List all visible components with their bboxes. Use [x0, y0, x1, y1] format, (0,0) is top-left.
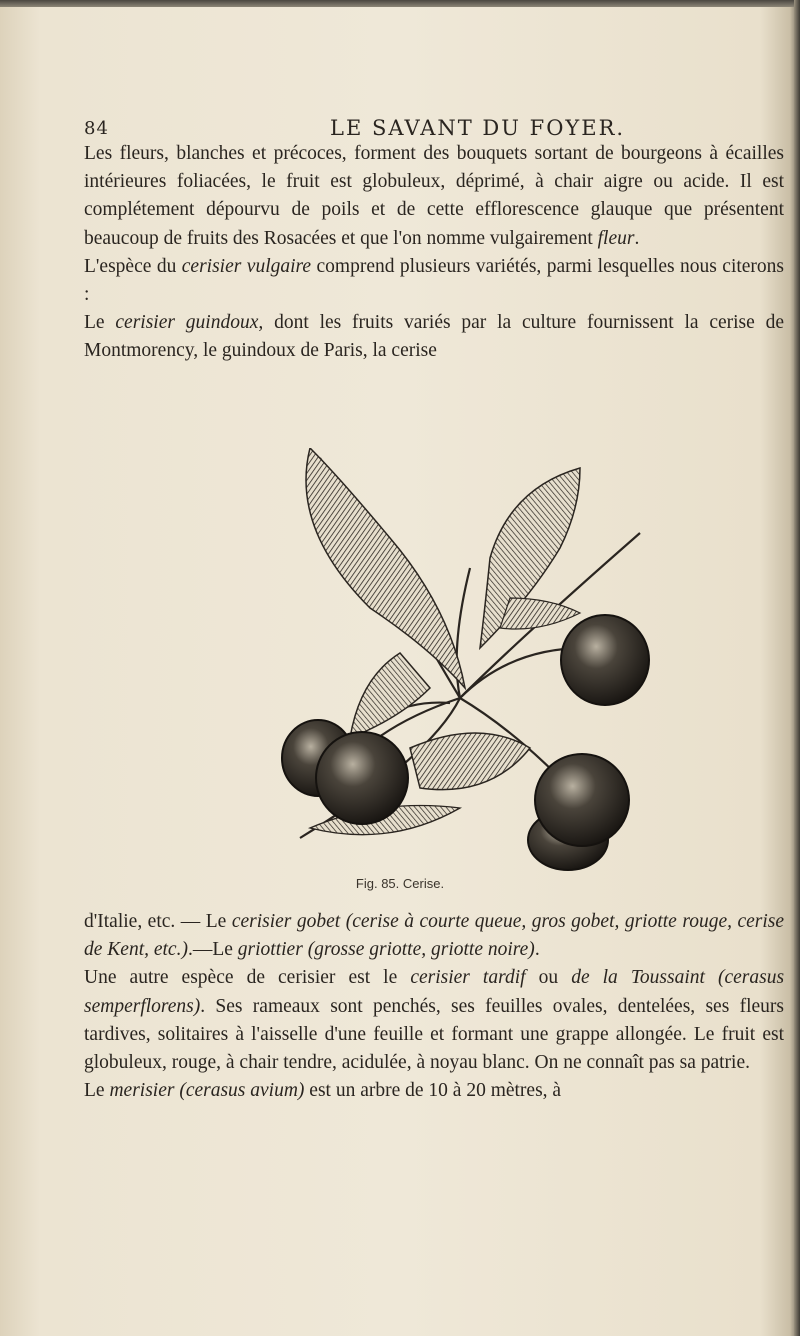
page-number: 84: [84, 118, 109, 139]
page-top-shadow: [0, 0, 800, 7]
paragraph: Les fleurs, blanches et précoces, forment des bouquets sortant de bourgeons à écailles intérieures foliacées, le fruit est globuleux, déprimé, à chair aigre ou acide. Il est complétement dépourvu de poils et de cette efflorescence glauque que présentent beaucoup de fruits des Rosacées et que l'on nomme vulgairement fleur.: [84, 143, 784, 249]
text-block-top: [84, 140, 784, 366]
paragraph: Le cerisier guindoux, dont les fruits variés par la culture fournissent la cerise de Montmorency, le guindoux de Paris, la cerise: [84, 312, 785, 362]
page-right-edge: [794, 0, 800, 1336]
text-block-bottom: [84, 908, 784, 1105]
figure-caption: Fig. 85. Cerise.: [355, 876, 445, 891]
paragraph: Le merisier (cerasus avium) est un arbre de 10 à 20 mètres, à: [84, 1080, 562, 1102]
paragraph: L'espèce du cerisier vulgaire comprend plusieurs variétés, parmi lesquelles nous citerons :: [84, 255, 785, 306]
running-title: LE SAVANT DU FOYER.: [330, 116, 626, 140]
paragraph: Une autre espèce de cerisier est le cerisier tardif ou de la Toussaint (cerasus semperflorens). Ses rameaux sont penchés, ses feuilles ovales, dentelées, ses fleurs tardives, solitaires à l'aisselle d'une feuille et formant une grappe allongée. Le fruit est globuleux, rouge, à chair tendre, acidulée, à noyau blanc. On ne connaît pas sa patrie.: [84, 967, 785, 1074]
paragraph: d'Italie, etc. — Le cerisier gobet (cerise à courte queue, gros gobet, griotte rouge, cerise de Kent, etc.).—Le griottier (grosse griotte, griotte noire).: [84, 911, 785, 961]
cherry-engraving: [280, 448, 660, 876]
